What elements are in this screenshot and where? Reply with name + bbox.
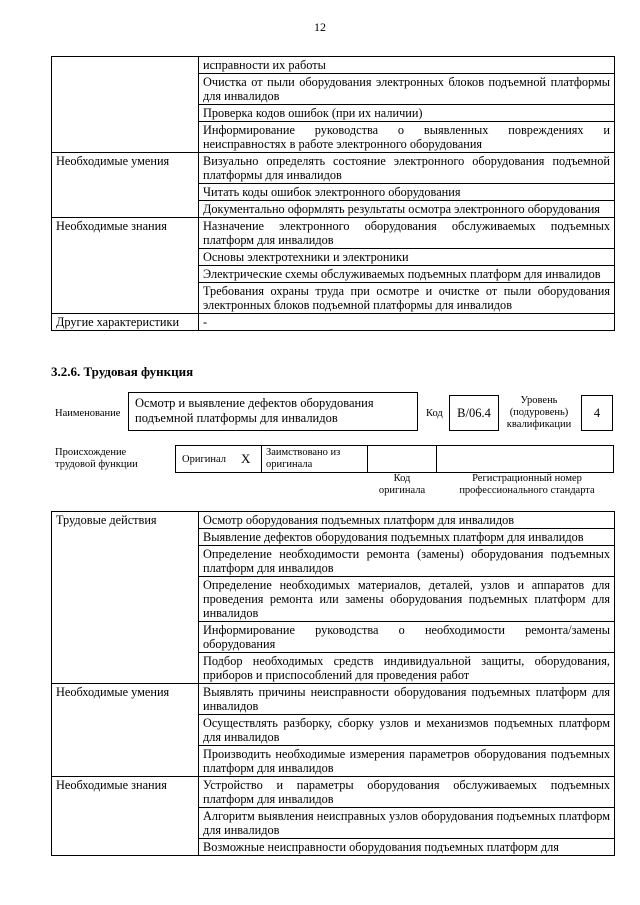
code-value: B/06.4 [457, 406, 491, 420]
row-label: Другие характеристики [52, 314, 199, 331]
labor-function-table [51, 511, 615, 856]
row-item: Информирование руководства о выявленных повреждениях и неисправностях в работе электронного оборудования [199, 122, 615, 153]
row-item: Выявлять причины неисправности оборудования подъемных платформ для инвалидов [199, 684, 615, 715]
row-label: Необходимые знания [52, 218, 199, 314]
reg-num-label: Регистрационный номер профессионального стандарта [459, 473, 595, 496]
borrowed-label: Заимствовано из оригинала [266, 447, 341, 470]
table-row [52, 684, 615, 715]
row-item: Определение необходимости ремонта (замены) оборудования подъемных платформ для инвалидов [199, 546, 615, 577]
origin-divider-1 [261, 445, 262, 473]
table-row [52, 314, 615, 331]
orig-code-label: Код оригинала [378, 473, 426, 496]
row-item: - [199, 314, 615, 331]
section-heading: 3.2.6. Трудовая функция [51, 364, 194, 379]
row-item: Алгоритм выявления неисправных узлов оборудования подъемных платформ для инвалидов [199, 808, 615, 839]
row-item: Возможные неисправности оборудования подъемных платформ для [199, 839, 615, 856]
row-item: Очистка от пыли оборудования электронных блоков подъемной платформы для инвалидов [199, 74, 615, 105]
row-item: Информирование руководства о необходимости ремонта/замены оборудования [199, 622, 615, 653]
table-row [52, 218, 615, 249]
table-row [52, 512, 615, 529]
code-box [449, 395, 499, 431]
row-item: Осуществлять разборку, сборку узлов и механизмов подъемных платформ для инвалидов [199, 715, 615, 746]
page-number: 12 [314, 20, 326, 34]
table-row [52, 777, 615, 808]
row-item: Документально оформлять результаты осмотра электронного оборудования [199, 201, 615, 218]
row-label [52, 57, 199, 153]
row-item: Основы электротехники и электроники [199, 249, 615, 266]
level-box [581, 395, 613, 431]
origin-label: Происхождение трудовой функции [55, 447, 138, 470]
row-label: Необходимые умения [52, 153, 199, 218]
level-value: 4 [593, 406, 601, 420]
row-item: Проверка кодов ошибок (при их наличии) [199, 105, 615, 122]
row-item: исправности их работы [199, 57, 615, 74]
row-item: Выявление дефектов оборудования подъемных платформ для инвалидов [199, 529, 615, 546]
row-item: Производить необходимые измерения параметров оборудования подъемных платформ для инвалидов [199, 746, 615, 777]
skills-table-continued [51, 56, 615, 331]
row-label: Необходимые умения [52, 684, 199, 777]
table-row [52, 153, 615, 184]
level-label: Уровень (подуровень) квалификации [506, 395, 572, 430]
code-label: Код [426, 408, 443, 419]
origin-divider-3 [436, 445, 437, 473]
origin-divider-2 [367, 445, 368, 473]
row-item: Электрические схемы обслуживаемых подъемных платформ для инвалидов [199, 266, 615, 283]
row-item: Подбор необходимых средств индивидуальной защиты, оборудования, приборов и приспособлений для проведения работ [199, 653, 615, 684]
original-mark: X [241, 451, 251, 466]
function-name-box [128, 392, 418, 431]
original-label: Оригинал [182, 454, 226, 465]
row-label: Трудовые действия [52, 512, 199, 684]
row-item: Осмотр оборудования подъемных платформ для инвалидов [199, 512, 615, 529]
function-name: Осмотр и выявление дефектов оборудования подъемной платформы для инвалидов [135, 396, 374, 425]
row-item: Устройство и параметры оборудования обслуживаемых подъемных платформ для инвалидов [199, 777, 615, 808]
table-row [52, 57, 615, 74]
row-label: Необходимые знания [52, 777, 199, 856]
row-item: Назначение электронного оборудования обслуживаемых подъемных платформ для инвалидов [199, 218, 615, 249]
row-item: Определение необходимых материалов, деталей, узлов и аппаратов для проведения ремонта или замены оборудования подъемных платформ для инвалидов [199, 577, 615, 622]
name-label: Наименование [55, 408, 121, 419]
row-item: Требования охраны труда при осмотре и очистке от пыли оборудования электронных блоков подъемной платформы для инвалидов [199, 283, 615, 314]
row-item: Читать коды ошибок электронного оборудования [199, 184, 615, 201]
row-item: Визуально определять состояние электронного оборудования подъемной платформы для инвалидов [199, 153, 615, 184]
